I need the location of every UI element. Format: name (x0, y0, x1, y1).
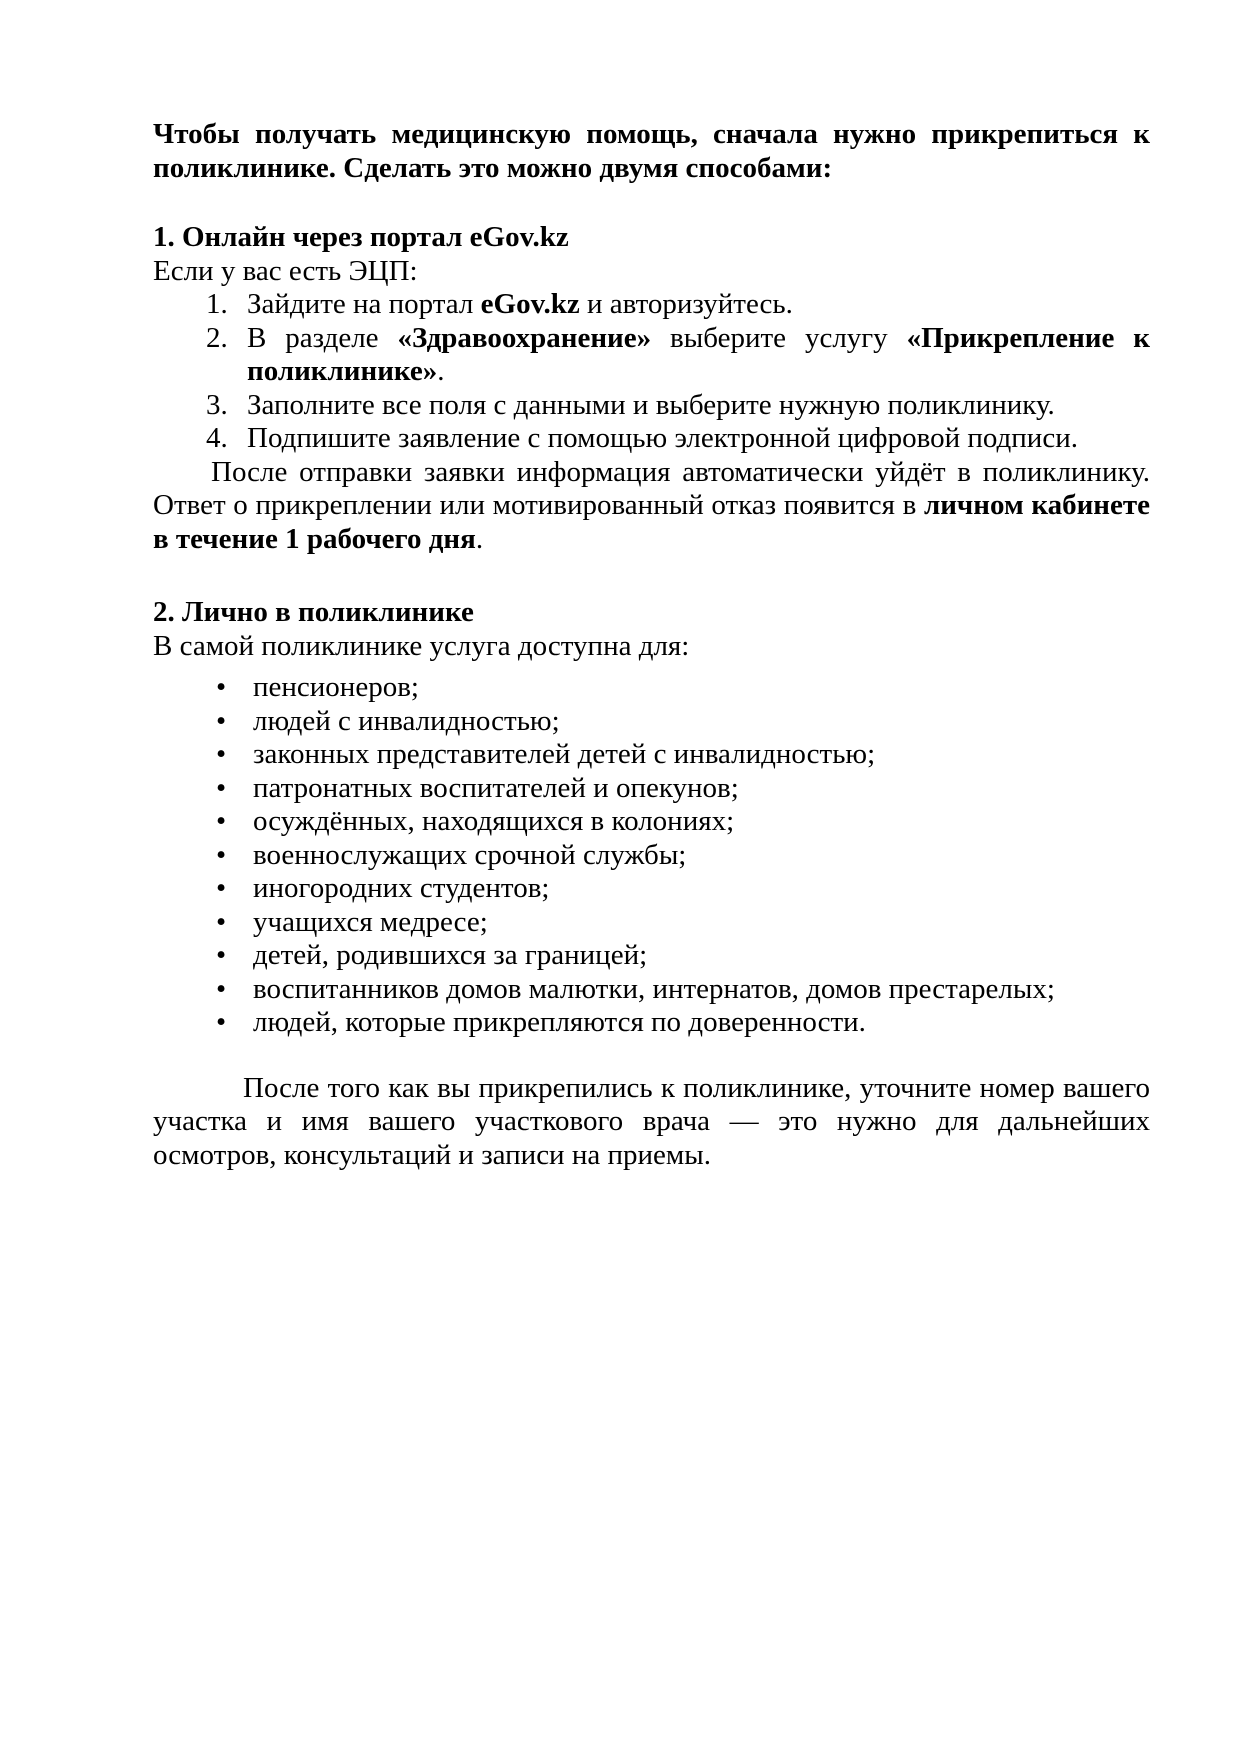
list-item-text: патронатных воспитателей и опекунов; (253, 771, 739, 804)
list-item (153, 738, 1150, 772)
step-item (153, 288, 1150, 322)
list-item (153, 772, 1150, 806)
list-item (153, 671, 1150, 705)
bullet-icon: • (216, 838, 227, 871)
step-item (153, 389, 1150, 423)
list-item (153, 705, 1150, 739)
bullet-icon: • (216, 972, 227, 1005)
step-number: 2. (206, 321, 228, 354)
section2-heading: 2. Лично в поликлинике (153, 596, 474, 628)
document-content (153, 118, 1150, 1172)
step-item (153, 322, 1150, 389)
list-item (153, 939, 1150, 973)
list-item (153, 872, 1150, 906)
bullet-icon: • (216, 905, 227, 938)
step-number: 3. (206, 388, 228, 421)
step-text: Заполните все поля с данными и выберите нужную поликлинику. (247, 388, 1055, 421)
bullet-icon: • (216, 738, 227, 770)
bullet-icon: • (216, 671, 227, 703)
bullet-icon: • (216, 872, 227, 904)
section1-heading: 1. Онлайн через портал eGov.kz (153, 221, 569, 253)
section2-subheading: В самой поликлинике услуга доступна для: (153, 629, 690, 662)
online-note-paragraph: После отправки заявки информация автоматически уйдёт в поликлинику. Ответ о прикреплении или мотивированный отказ появится в личном кабинете в течение 1 рабочего дня. (153, 455, 1151, 555)
step-text: Подпишите заявление с помощью электронной цифровой подписи. (247, 422, 1078, 454)
list-item-text: пенсионеров; (253, 671, 419, 703)
list-item (153, 906, 1150, 940)
bullet-icon: • (216, 939, 227, 971)
list-item (153, 805, 1150, 839)
list-item-text: детей, родившихся за границей; (253, 939, 648, 971)
list-item-text: иногородних студентов; (253, 872, 550, 904)
list-item-text: законных представителей детей с инвалидностью; (253, 738, 876, 770)
list-item (153, 973, 1150, 1007)
bullet-icon: • (216, 704, 227, 737)
step-number: 1. (206, 288, 228, 320)
step-number: 4. (206, 422, 228, 454)
step-text: Зайдите на портал eGov.kz и авторизуйтесь. (247, 288, 793, 320)
step-item (153, 422, 1150, 456)
online-steps-list (153, 288, 1150, 456)
list-item-text: воспитанников домов малютки, интернатов, домов престарелых; (253, 972, 1055, 1005)
bullet-icon: • (216, 805, 227, 837)
step-text: В разделе «Здравоохранение» выберите услугу «Прикрепление к поликлинике». (247, 321, 1151, 387)
section1-subheading: Если у вас есть ЭЦП: (153, 254, 418, 287)
list-item-text: людей с инвалидностью; (253, 704, 560, 737)
list-item-text: людей, которые прикрепляются по доверенности. (253, 1006, 866, 1038)
eligible-groups-list (153, 671, 1150, 1040)
list-item (153, 839, 1150, 873)
bullet-icon: • (216, 771, 227, 804)
list-item-text: осуждённых, находящихся в колониях; (253, 805, 735, 837)
list-item-text: учащихся медресе; (253, 905, 488, 938)
list-item-text: военнослужащих срочной службы; (253, 838, 687, 871)
list-item (153, 1006, 1150, 1040)
intro-paragraph: Чтобы получать медицинскую помощь, сначала нужно прикрепиться к поликлинике. Сделать это можно двумя способами: (153, 118, 1150, 184)
bullet-icon: • (216, 1006, 227, 1038)
closing-paragraph: После того как вы прикрепились к поликлинике, уточните номер вашего участка и имя вашего участкового врача — это нужно для дальнейших осмотров, консультаций и записи на приемы. (153, 1071, 1150, 1171)
